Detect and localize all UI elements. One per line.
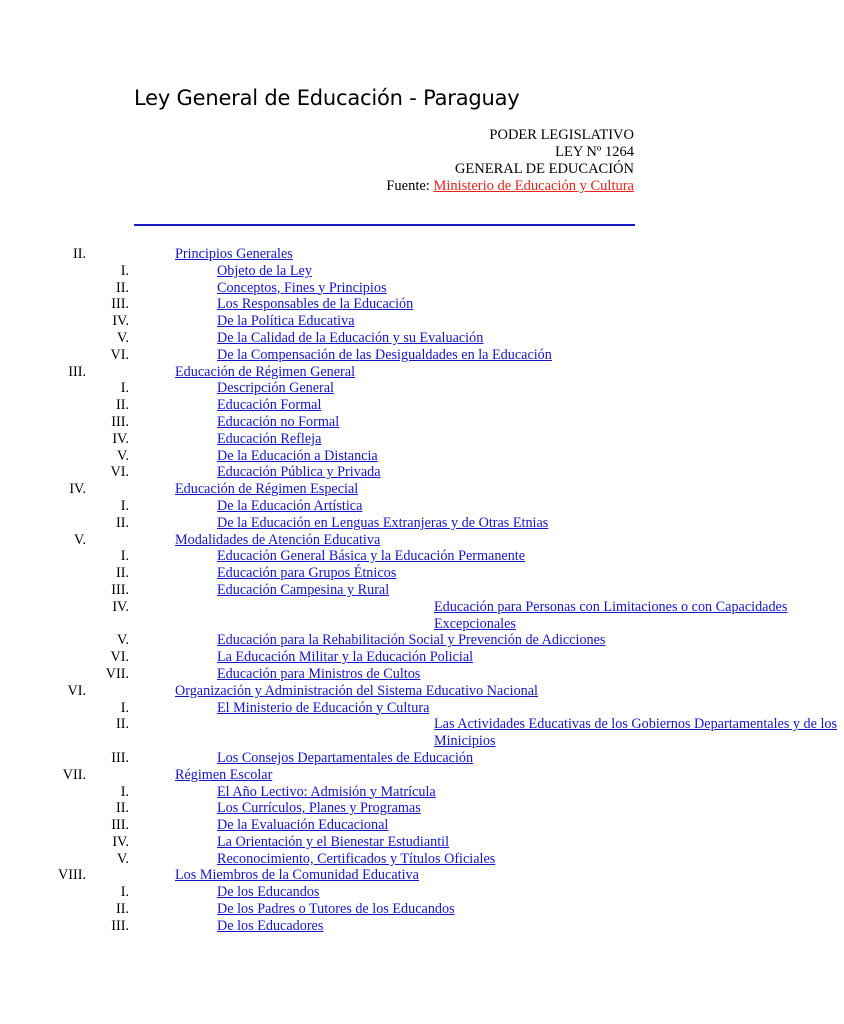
- toc-subsection-number: I.: [120, 497, 129, 514]
- toc-subsection-number: III.: [111, 749, 129, 766]
- toc-subsection-link[interactable]: De la Calidad de la Educación y su Evaluación: [217, 329, 484, 346]
- toc-subsection-number: V.: [117, 632, 129, 649]
- toc-section: [0, 867, 700, 884]
- toc-subsection: [0, 851, 700, 868]
- toc-subsection-link[interactable]: Educación no Formal: [217, 413, 340, 430]
- toc-subsection: [0, 784, 700, 801]
- toc-section: [0, 364, 700, 381]
- toc-subsection-link[interactable]: Educación para Ministros de Cultos: [217, 665, 421, 682]
- toc-subsection-link[interactable]: La Educación Militar y la Educación Policial: [217, 649, 474, 666]
- toc-subsection: [0, 565, 700, 582]
- toc-subsection: [0, 498, 700, 515]
- toc-subsection: [0, 901, 700, 918]
- toc-subsection-number: IV.: [112, 833, 129, 850]
- toc-subsection-number: III.: [111, 817, 129, 834]
- toc-subsection-link[interactable]: De la Educación en Lenguas Extranjeras y de Otras Etnias: [217, 514, 549, 531]
- toc-section-link[interactable]: Modalidades de Atención Educativa: [175, 531, 381, 548]
- toc-subsection: [0, 296, 700, 313]
- toc-subsection: [0, 431, 700, 448]
- toc-subsection-number: VII.: [105, 665, 129, 682]
- toc-subsection-number: IV.: [112, 598, 129, 615]
- toc-subsection-link[interactable]: De los Educandos: [217, 884, 320, 901]
- toc-subsection-link[interactable]: De la Educación a Distancia: [217, 447, 378, 464]
- toc-subsection-link[interactable]: Educación para la Rehabilitación Social y Prevención de Adicciones: [217, 632, 606, 649]
- toc-subsection: [0, 649, 700, 666]
- toc-subsection: [0, 313, 700, 330]
- toc-subsection-link[interactable]: Educación para Personas con Limitaciones o con Capacidades Excepcionales: [434, 598, 788, 632]
- divider-rule: [134, 224, 635, 226]
- toc-subsection-number: I.: [120, 262, 129, 279]
- toc-subsection: [0, 598, 788, 633]
- toc-subsection-link[interactable]: Los Consejos Departamentales de Educación: [217, 749, 474, 766]
- toc-subsection: [0, 464, 700, 481]
- toc-section: [0, 767, 700, 784]
- toc-section-link[interactable]: Educación de Régimen General: [175, 363, 356, 380]
- toc-subsection-link[interactable]: De los Padres o Tutores de los Educandos: [217, 901, 455, 918]
- header-source: [386, 178, 634, 195]
- source-label: Fuente:: [386, 178, 434, 194]
- toc-subsection: [0, 380, 700, 397]
- toc-section-number: III.: [68, 363, 86, 380]
- toc-subsection-link[interactable]: Las Actividades Educativas de los Gobiernos Departamentales y de los Minicipios: [434, 716, 838, 750]
- toc-subsection-link[interactable]: Objeto de la Ley: [217, 262, 312, 279]
- toc-section-number: II.: [73, 246, 86, 262]
- toc-subsection-number: IV.: [112, 430, 129, 447]
- toc-subsection: [0, 750, 700, 767]
- toc-subsection-number: II.: [116, 716, 129, 733]
- toc-subsection-number: I.: [120, 699, 129, 716]
- toc-section-link[interactable]: Régimen Escolar: [175, 766, 273, 783]
- toc-subsection-number: I.: [120, 380, 129, 397]
- toc-subsection-link[interactable]: De los Educadores: [217, 917, 324, 934]
- toc-subsection-number: II.: [116, 397, 129, 414]
- toc-subsection: [0, 330, 700, 347]
- toc-subsection-number: VI.: [110, 464, 129, 481]
- toc-subsection-link[interactable]: Educación Formal: [217, 397, 322, 414]
- toc-subsection-link[interactable]: Conceptos, Fines y Principios: [217, 279, 387, 296]
- toc-subsection: [0, 548, 700, 565]
- toc-subsection-link[interactable]: Los Currículos, Planes y Programas: [217, 800, 421, 817]
- toc-subsection-number: I.: [120, 548, 129, 565]
- toc-section-number: VI.: [67, 682, 86, 699]
- toc-subsection: [0, 632, 700, 649]
- toc-subsection-number: II.: [116, 279, 129, 296]
- toc-subsection-link[interactable]: De la Compensación de las Desigualdades en la Educación: [217, 346, 552, 363]
- header-line-general: GENERAL DE EDUCACIÓN: [454, 161, 634, 177]
- toc-section-link[interactable]: Los Miembros de la Comunidad Educativa: [175, 867, 419, 884]
- toc-subsection: [0, 448, 700, 465]
- toc-section-link[interactable]: Organización y Administración del Sistema Educativo Nacional: [175, 682, 538, 699]
- toc-subsection: [0, 280, 700, 297]
- toc-section: [0, 481, 700, 498]
- toc-subsection-number: III.: [111, 581, 129, 598]
- toc-subsection: [0, 666, 700, 683]
- toc-subsection-number: II.: [116, 514, 129, 531]
- toc-subsection-number: I.: [120, 783, 129, 800]
- toc-subsection-link[interactable]: Reconocimiento, Certificados y Títulos Oficiales: [217, 850, 496, 867]
- toc-subsection-link[interactable]: Educación Refleja: [217, 430, 322, 447]
- toc-subsection-number: II.: [116, 565, 129, 582]
- toc-section-number: IV.: [69, 481, 86, 498]
- toc-subsection-link[interactable]: Educación para Grupos Étnicos: [217, 565, 397, 582]
- toc-subsection-link[interactable]: La Orientación y el Bienestar Estudiantil: [217, 833, 450, 850]
- toc-section: [0, 532, 700, 549]
- toc-subsection-link[interactable]: De la Evaluación Educacional: [217, 817, 389, 834]
- toc-subsection: [0, 817, 700, 834]
- toc-subsection-number: III.: [111, 917, 129, 934]
- toc-subsection: [0, 397, 700, 414]
- toc-subsection-link[interactable]: Educación Pública y Privada: [217, 464, 381, 481]
- toc-subsection: [0, 582, 700, 599]
- toc-subsection-number: V.: [117, 447, 129, 464]
- toc-section: [0, 683, 700, 700]
- toc-section-number: VII.: [62, 766, 86, 783]
- toc-subsection: [0, 918, 700, 935]
- table-of-contents: [0, 246, 838, 935]
- toc-subsection-number: V.: [117, 329, 129, 346]
- toc-subsection: [0, 834, 700, 851]
- toc-subsection: [0, 700, 700, 717]
- law-header: [386, 127, 634, 195]
- toc-subsection-link[interactable]: Los Responsables de la Educación: [217, 296, 414, 313]
- source-link[interactable]: Ministerio de Educación y Cultura: [433, 178, 634, 194]
- toc-subsection-number: IV.: [112, 313, 129, 330]
- toc-section-link[interactable]: Educación de Régimen Especial: [175, 481, 359, 498]
- toc-subsection: [0, 414, 700, 431]
- toc-subsection-link[interactable]: Educación General Básica y la Educación Permanente: [217, 548, 526, 565]
- toc-section: [0, 246, 700, 263]
- toc-subsection-number: III.: [111, 413, 129, 430]
- header-line-ley: LEY Nº 1264: [555, 144, 634, 160]
- toc-subsection-number: II.: [116, 800, 129, 817]
- toc-subsection-link[interactable]: El Año Lectivo: Admisión y Matrícula: [217, 783, 436, 800]
- toc-subsection-link[interactable]: El Ministerio de Educación y Cultura: [217, 699, 430, 716]
- toc-subsection-number: VI.: [110, 649, 129, 666]
- toc-subsection-number: III.: [111, 296, 129, 313]
- toc-section-number: V.: [74, 531, 86, 548]
- toc-subsection: [0, 515, 700, 532]
- toc-subsection: [0, 884, 700, 901]
- toc-subsection-link[interactable]: De la Educación Artística: [217, 497, 363, 514]
- header-line-poder: PODER LEGISLATIVO: [489, 127, 634, 143]
- toc-subsection-link[interactable]: Descripción General: [217, 380, 334, 397]
- toc-section-number: VIII.: [58, 867, 86, 884]
- toc-subsection: [0, 347, 700, 364]
- toc-subsection: [0, 800, 700, 817]
- toc-subsection-number: VI.: [110, 346, 129, 363]
- page-title: Ley General de Educación - Paraguay: [134, 86, 520, 110]
- toc-subsection-number: V.: [117, 850, 129, 867]
- toc-subsection-number: II.: [116, 901, 129, 918]
- toc-subsection: [0, 716, 838, 750]
- toc-subsection-number: I.: [120, 884, 129, 901]
- toc-section-link[interactable]: Principios Generales: [175, 246, 293, 262]
- toc-subsection-link[interactable]: Educación Campesina y Rural: [217, 581, 390, 598]
- toc-subsection-link[interactable]: De la Política Educativa: [217, 313, 355, 330]
- toc-subsection: [0, 263, 700, 280]
